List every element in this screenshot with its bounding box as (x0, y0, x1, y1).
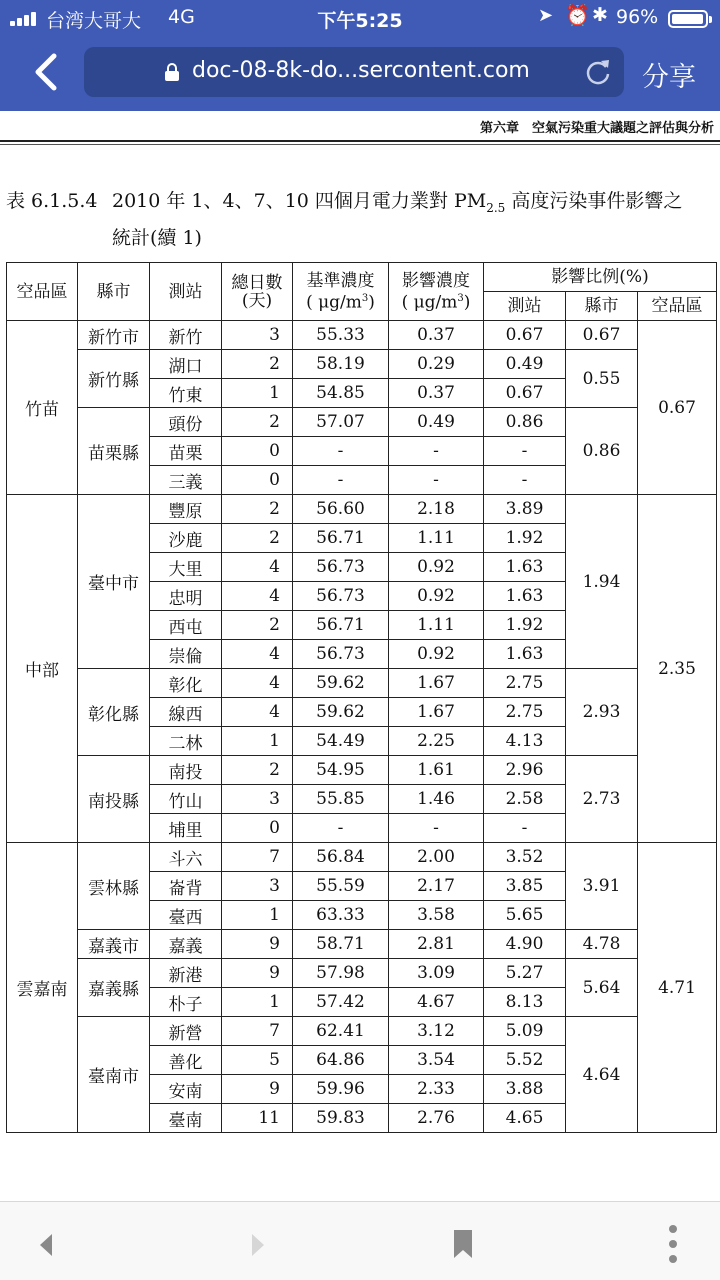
station-cell: 竹山 (150, 785, 222, 814)
chapter-header: 第六章 空氣污染重大議題之評估與分析 (479, 121, 714, 136)
region-ratio-cell: 4.71 (638, 843, 717, 1133)
impact-cell: 0.92 (389, 553, 484, 582)
header-days-line2: (天) (241, 290, 273, 311)
station-ratio-cell: 2.75 (484, 698, 566, 727)
base-cell: 56.84 (293, 843, 389, 872)
impact-cell: 1.67 (389, 669, 484, 698)
station-ratio-cell: - (484, 437, 566, 466)
base-cell: 63.33 (293, 901, 389, 930)
days-cell: 1 (222, 727, 293, 756)
header-impact-line1: 影響濃度 (402, 270, 470, 291)
base-cell: 59.62 (293, 698, 389, 727)
station-ratio-cell: 1.63 (484, 640, 566, 669)
county-cell: 新竹市 (78, 321, 150, 350)
county-cell: 臺南市 (78, 1017, 150, 1133)
header-region: 空品區 (7, 263, 78, 321)
station-ratio-cell: 0.86 (484, 408, 566, 437)
base-cell: 54.85 (293, 379, 389, 408)
impact-cell: 1.61 (389, 756, 484, 785)
header-base-line2 (293, 290, 388, 312)
days-cell: 1 (222, 901, 293, 930)
station-ratio-cell: 0.49 (484, 350, 566, 379)
county-cell: 苗栗縣 (78, 408, 150, 495)
battery-percent: 96% (616, 6, 659, 28)
impact-cell: 1.11 (389, 611, 484, 640)
base-cell: 56.71 (293, 524, 389, 553)
reload-icon[interactable] (584, 58, 612, 86)
base-cell: 56.71 (293, 611, 389, 640)
county-ratio-cell: 0.86 (566, 408, 638, 495)
region-cell: 雲嘉南 (7, 843, 78, 1133)
base-cell: 55.85 (293, 785, 389, 814)
impact-cell: 2.81 (389, 930, 484, 959)
table-row (7, 756, 717, 785)
station-cell: 安南 (150, 1075, 222, 1104)
station-cell: 新竹 (150, 321, 222, 350)
header-impact-line2 (389, 290, 483, 312)
table-row (7, 350, 717, 379)
days-cell: 4 (222, 669, 293, 698)
county-ratio-cell: 3.91 (566, 843, 638, 930)
impact-cell: - (389, 814, 484, 843)
header-base (293, 263, 389, 321)
station-ratio-cell: 0.67 (484, 379, 566, 408)
days-cell: 0 (222, 466, 293, 495)
station-ratio-cell: 3.52 (484, 843, 566, 872)
impact-cell: 2.33 (389, 1075, 484, 1104)
base-cell: 57.98 (293, 959, 389, 988)
station-ratio-cell: 2.75 (484, 669, 566, 698)
base-cell: 55.59 (293, 872, 389, 901)
impact-cell: 3.58 (389, 901, 484, 930)
browser-top-bar (0, 0, 720, 111)
region-ratio-cell: 0.67 (638, 321, 717, 495)
table-caption (6, 186, 682, 253)
station-cell: 三義 (150, 466, 222, 495)
days-cell: 3 (222, 321, 293, 350)
more-vertical-icon[interactable] (666, 1224, 680, 1264)
county-ratio-cell: 2.73 (566, 756, 638, 843)
table-body (7, 321, 717, 1133)
bookmark-icon[interactable] (452, 1228, 474, 1260)
base-cell: 57.42 (293, 988, 389, 1017)
station-ratio-cell: 3.88 (484, 1075, 566, 1104)
base-cell: - (293, 437, 389, 466)
days-cell: 1 (222, 379, 293, 408)
table-row (7, 321, 717, 350)
station-ratio-cell: 5.52 (484, 1046, 566, 1075)
station-ratio-cell: 4.65 (484, 1104, 566, 1133)
region-cell: 竹苗 (7, 321, 78, 495)
base-cell: 56.73 (293, 553, 389, 582)
nav-back-icon[interactable] (36, 1232, 56, 1258)
county-ratio-cell: 2.93 (566, 669, 638, 756)
header-ratio-station: 測站 (484, 292, 566, 321)
header-ratio: 影響比例(%) (484, 263, 717, 292)
station-ratio-cell: 4.90 (484, 930, 566, 959)
days-cell: 9 (222, 1075, 293, 1104)
region-ratio-cell: 2.35 (638, 495, 717, 843)
base-cell: 59.62 (293, 669, 389, 698)
station-ratio-cell: 2.96 (484, 756, 566, 785)
table-row (7, 1017, 717, 1046)
header-impact-unit-sup: 3 (457, 292, 464, 304)
url-bar[interactable] (84, 47, 624, 97)
header-ratio-county: 縣市 (566, 292, 638, 321)
table-row (7, 959, 717, 988)
days-cell: 0 (222, 437, 293, 466)
header-base-unit-sup: 3 (361, 292, 369, 304)
days-cell: 11 (222, 1104, 293, 1133)
impact-cell: 0.92 (389, 582, 484, 611)
alarm-clock-icon: ⏰ (565, 3, 590, 27)
impact-cell: 3.09 (389, 959, 484, 988)
county-ratio-cell: 4.64 (566, 1017, 638, 1133)
share-button[interactable]: 分享 (642, 62, 696, 93)
base-cell: 59.83 (293, 1104, 389, 1133)
station-cell: 斗六 (150, 843, 222, 872)
lock-icon (164, 62, 180, 82)
station-ratio-cell: 5.27 (484, 959, 566, 988)
header-days (222, 263, 293, 321)
days-cell: 2 (222, 756, 293, 785)
header-station: 測站 (150, 263, 222, 321)
days-cell: 1 (222, 988, 293, 1017)
impact-cell: 0.49 (389, 408, 484, 437)
header-days-line1: 總日數 (231, 272, 283, 293)
statistics-table (6, 262, 717, 1133)
caption-subscript: 2.5 (486, 200, 506, 215)
station-cell: 嘉義 (150, 930, 222, 959)
station-cell: 竹東 (150, 379, 222, 408)
base-cell: - (293, 814, 389, 843)
days-cell: 5 (222, 1046, 293, 1075)
battery-icon (668, 10, 708, 28)
county-cell: 嘉義縣 (78, 959, 150, 1017)
county-cell: 雲林縣 (78, 843, 150, 930)
impact-cell: - (389, 466, 484, 495)
days-cell: 9 (222, 959, 293, 988)
header-base-line1: 基準濃度 (306, 270, 375, 291)
region-cell: 中部 (7, 495, 78, 843)
table-row (7, 669, 717, 698)
base-cell: 58.19 (293, 350, 389, 379)
network-type: 4G (168, 6, 195, 28)
header-county: 縣市 (78, 263, 150, 321)
station-cell: 南投 (150, 756, 222, 785)
nav-forward-icon[interactable] (248, 1232, 268, 1258)
table-row (7, 408, 717, 437)
days-cell: 7 (222, 843, 293, 872)
station-ratio-cell: - (484, 814, 566, 843)
base-cell: 55.33 (293, 321, 389, 350)
station-cell: 新營 (150, 1017, 222, 1046)
days-cell: 0 (222, 814, 293, 843)
impact-cell: 0.92 (389, 640, 484, 669)
station-cell: 沙鹿 (150, 524, 222, 553)
days-cell: 9 (222, 930, 293, 959)
days-cell: 7 (222, 1017, 293, 1046)
chevron-left-icon[interactable] (28, 52, 64, 92)
station-ratio-cell: 1.63 (484, 582, 566, 611)
days-cell: 4 (222, 582, 293, 611)
station-cell: 大里 (150, 553, 222, 582)
station-ratio-cell: 2.58 (484, 785, 566, 814)
county-ratio-cell: 0.55 (566, 350, 638, 408)
station-ratio-cell: 3.85 (484, 872, 566, 901)
base-cell: 62.41 (293, 1017, 389, 1046)
base-cell: 56.73 (293, 640, 389, 669)
caption-text: 2010 年 1、4、7、10 四個月電力業對 PM (112, 190, 487, 212)
base-cell: 59.96 (293, 1075, 389, 1104)
station-cell: 彰化 (150, 669, 222, 698)
header-impact-unit-close: ) (463, 292, 471, 313)
table-row (7, 930, 717, 959)
station-cell: 西屯 (150, 611, 222, 640)
impact-cell: 3.54 (389, 1046, 484, 1075)
station-ratio-cell: 5.09 (484, 1017, 566, 1046)
station-ratio-cell: 0.67 (484, 321, 566, 350)
station-cell: 崇倫 (150, 640, 222, 669)
impact-cell: - (389, 437, 484, 466)
county-ratio-cell: 4.78 (566, 930, 638, 959)
base-cell: 57.07 (293, 408, 389, 437)
header-ratio-region: 空品區 (638, 292, 717, 321)
days-cell: 2 (222, 350, 293, 379)
county-cell: 南投縣 (78, 756, 150, 843)
base-cell: 58.71 (293, 930, 389, 959)
station-ratio-cell: 4.13 (484, 727, 566, 756)
base-cell: - (293, 466, 389, 495)
station-cell: 崙背 (150, 872, 222, 901)
caption-line2: 統計(續 1) (112, 226, 202, 249)
station-cell: 二林 (150, 727, 222, 756)
base-cell: 56.60 (293, 495, 389, 524)
county-ratio-cell: 5.64 (566, 959, 638, 1017)
impact-cell: 0.37 (389, 379, 484, 408)
status-time: 下午5:25 (317, 10, 403, 32)
base-cell: 54.95 (293, 756, 389, 785)
days-cell: 3 (222, 872, 293, 901)
station-ratio-cell: 1.92 (484, 611, 566, 640)
impact-cell: 1.67 (389, 698, 484, 727)
impact-cell: 4.67 (389, 988, 484, 1017)
impact-cell: 1.11 (389, 524, 484, 553)
station-ratio-cell: 5.65 (484, 901, 566, 930)
days-cell: 2 (222, 495, 293, 524)
impact-cell: 2.17 (389, 872, 484, 901)
station-cell: 善化 (150, 1046, 222, 1075)
county-cell: 新竹縣 (78, 350, 150, 408)
header-rule-thin (0, 144, 720, 145)
header-base-unit-close: ) (368, 292, 375, 313)
days-cell: 4 (222, 640, 293, 669)
days-cell: 4 (222, 553, 293, 582)
station-ratio-cell: 8.13 (484, 988, 566, 1017)
table-number: 表 6.1.5.4 (6, 190, 98, 212)
days-cell: 4 (222, 698, 293, 727)
impact-cell: 2.76 (389, 1104, 484, 1133)
station-cell: 朴子 (150, 988, 222, 1017)
impact-cell: 2.00 (389, 843, 484, 872)
station-ratio-cell: 3.89 (484, 495, 566, 524)
station-cell: 新港 (150, 959, 222, 988)
county-cell: 臺中市 (78, 495, 150, 669)
station-cell: 臺南 (150, 1104, 222, 1133)
county-cell: 彰化縣 (78, 669, 150, 756)
impact-cell: 2.18 (389, 495, 484, 524)
impact-cell: 1.46 (389, 785, 484, 814)
station-cell: 埔里 (150, 814, 222, 843)
days-cell: 2 (222, 408, 293, 437)
impact-cell: 0.37 (389, 321, 484, 350)
county-ratio-cell: 1.94 (566, 495, 638, 669)
header-base-unit: ( μg/m (306, 292, 362, 313)
base-cell: 54.49 (293, 727, 389, 756)
impact-cell: 0.29 (389, 350, 484, 379)
station-ratio-cell: 1.63 (484, 553, 566, 582)
table-row (7, 495, 717, 524)
header-impact (389, 263, 484, 321)
station-cell: 臺西 (150, 901, 222, 930)
station-cell: 豐原 (150, 495, 222, 524)
county-ratio-cell: 0.67 (566, 321, 638, 350)
header-impact-unit: ( μg/m (401, 292, 458, 313)
url-text[interactable]: doc-08-8k-do...sercontent.com (192, 58, 530, 83)
station-cell: 頭份 (150, 408, 222, 437)
days-cell: 3 (222, 785, 293, 814)
station-cell: 忠明 (150, 582, 222, 611)
county-cell: 嘉義市 (78, 930, 150, 959)
location-arrow-icon: ➤ (538, 5, 554, 26)
status-bar (0, 0, 720, 36)
station-cell: 湖口 (150, 350, 222, 379)
station-ratio-cell: 1.92 (484, 524, 566, 553)
base-cell: 56.73 (293, 582, 389, 611)
station-ratio-cell: - (484, 466, 566, 495)
station-cell: 苗栗 (150, 437, 222, 466)
table-row (7, 843, 717, 872)
base-cell: 64.86 (293, 1046, 389, 1075)
caption-text-tail: 高度污染事件影響之 (505, 190, 683, 212)
impact-cell: 3.12 (389, 1017, 484, 1046)
header-rule (0, 140, 720, 142)
bluetooth-icon: ✱ (592, 4, 608, 26)
impact-cell: 2.25 (389, 727, 484, 756)
station-cell: 線西 (150, 698, 222, 727)
browser-bottom-bar (0, 1201, 720, 1280)
days-cell: 2 (222, 524, 293, 553)
carrier-name: 台湾大哥大 (46, 10, 142, 32)
days-cell: 2 (222, 611, 293, 640)
